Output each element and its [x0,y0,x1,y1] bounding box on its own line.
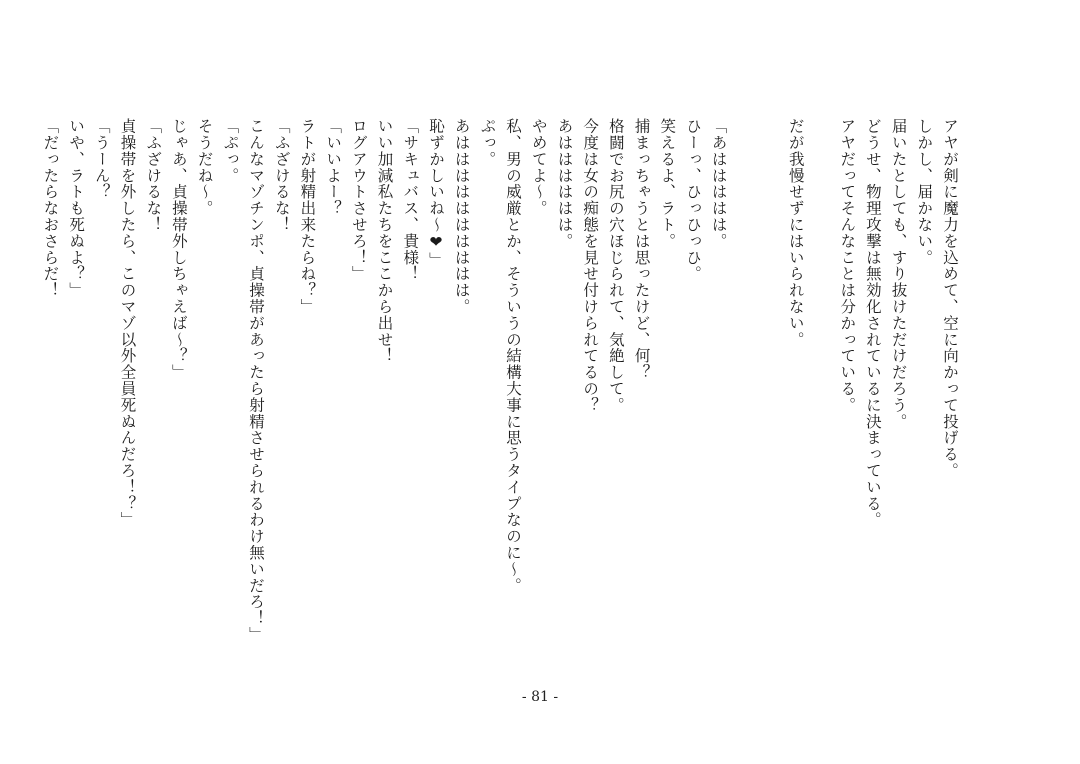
text-line: あはははははははははは。 [452,118,471,315]
vertical-text-body [37,118,962,643]
text-line: じゃあ、貞操帯外しちゃえば～？」 [169,118,188,381]
text-line: 恥ずかしいね～❤」 [426,118,445,269]
text-line: 貞操帯を外したら、このマゾ以外全員死ぬんだろ！？」 [118,118,137,528]
blank-line [756,118,782,638]
blank-line [731,118,757,638]
text-line: 格闘でお尻の穴ほじられて、気絶して。 [606,118,625,414]
text-line: 「ふざけるな！ [272,118,291,233]
text-line: ラトが射精出来たらね？」 [298,118,317,315]
text-line: いい加減私たちをここから出せ！ [375,118,394,364]
text-line: 「だったらなおさらだ！ [41,118,60,299]
text-line: 「いいよー？ [324,118,343,217]
text-line: 今度は女の痴態を見せ付けられてるの？ [581,118,600,414]
text-line: アヤが剣に魔力を込めて、空に向かって投げる。 [941,118,959,479]
text-line: あはははははは。 [555,118,574,250]
text-line: ぷっ。 [478,118,497,168]
text-line: やめてよ～。 [529,118,548,217]
text-line: しかし、届かない。 [915,118,934,266]
text-line: 「うーん？ [92,118,111,200]
text-line: 捕まっちゃうとは思ったけど、何？ [632,118,651,381]
text-line: 「サキュバス、貴様！ [401,118,420,282]
text-line: 「あははははは。 [709,118,728,250]
text-line: いや、ラトも死ぬよ？」 [67,118,86,299]
page-number: - 81 - [521,689,559,705]
text-line: 「ふざけるな！ [144,118,163,233]
text-line: 「ぷっ。 [221,118,240,184]
text-line: だが我慢せずにはいられない。 [786,118,805,348]
text-line: ひーっ、ひっひっひ。 [683,118,702,282]
text-line: 届いたとしても、すり抜けただけだろう。 [889,118,908,430]
text-line: どうせ、物理攻撃は無効化されているに決まっている。 [863,118,882,528]
text-line: ログアウトさせろ！」 [349,118,368,282]
blank-line [808,118,834,638]
text-line: 私、男の威厳とか、そういうの結構大事に思うタイプなのに～。 [504,118,523,594]
text-line: 笑えるよ、ラト。 [658,118,677,250]
text-line: アヤだってそんなことは分かっている。 [838,118,857,414]
text-line: こんなマゾチンポ、貞操帯があったら射精させられるわけ無いだろ！」 [247,118,266,643]
text-line: そうだね～。 [195,118,214,217]
